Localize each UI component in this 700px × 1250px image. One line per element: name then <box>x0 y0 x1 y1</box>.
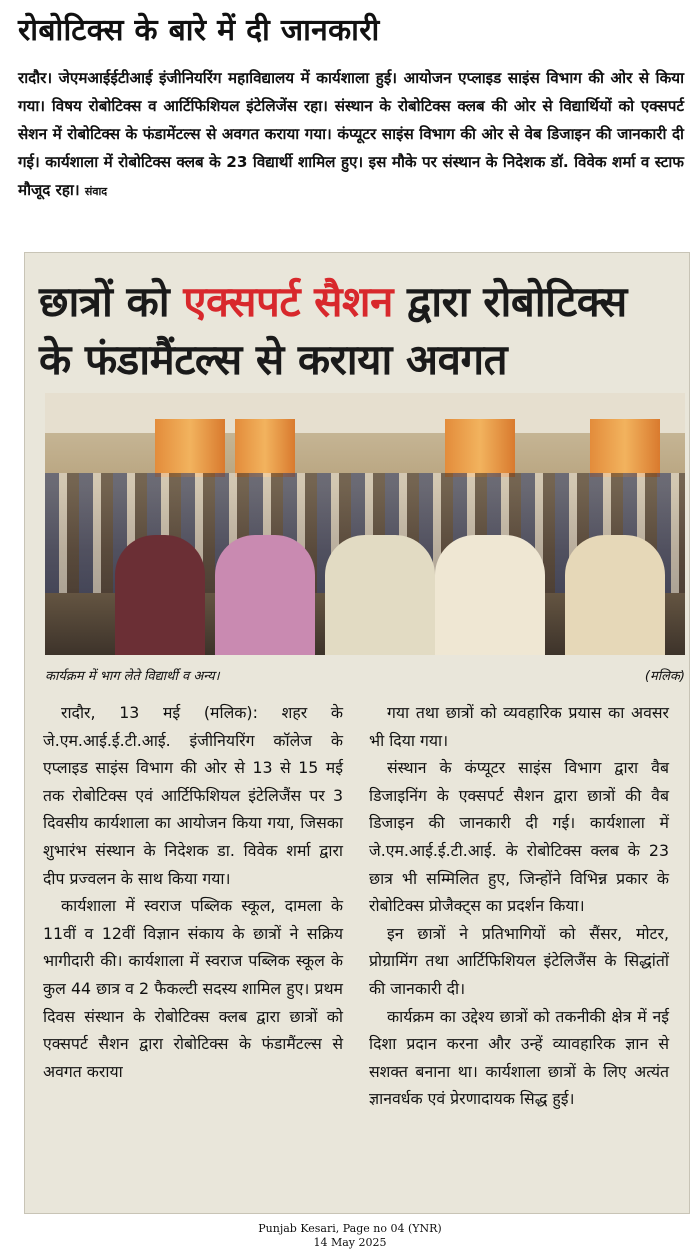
right-paragraph-1: गया तथा छात्रों को व्यवहारिक प्रयास का अवसर भी दिया गया। <box>369 703 669 750</box>
headline-line2: के फंडामैंटल्स से कराया अवगत <box>39 335 508 384</box>
photo-curtain-right-1 <box>445 419 515 477</box>
news-clipping-1 <box>0 0 700 245</box>
clipping-1-body <box>18 64 684 206</box>
headline-line1-post: द्वारा रोबोटिक्स <box>392 277 627 326</box>
caption-text: कार्यक्रम में भाग लेते विद्यार्थी व अन्य। <box>45 669 220 684</box>
photo-curtain-left <box>155 419 225 477</box>
headline-line1-pre: छात्रों को <box>39 277 184 326</box>
event-photo <box>45 393 685 655</box>
clipping-2-headline <box>39 273 675 389</box>
right-paragraph-2: संस्थान के कंप्यूटर साइंस विभाग द्वारा वैब डिजाइनिंग के एक्सपर्ट सैशन द्वारा छात्रों की वैब डिजाइन की जानकारी दी गई। कार्यशाला में जे.एम.आई.ई.टी.आई. के रोबोटिक्स क्लब के 23 छात्र भी सम्मिलित हुए, जिन्होंने विभिन्न प्रकार के रोबोटिक्स प्रोजैक्ट्स का प्रदर्शन किया। <box>369 758 669 916</box>
photo-curtain-right-2 <box>590 419 660 477</box>
source-line: Punjab Kesari, Page no 04 (YNR) <box>258 1222 442 1235</box>
photo-curtain-mid <box>235 419 295 477</box>
photo-person-5 <box>565 535 665 655</box>
clipping-1-text: रादौर। जेएमआईईटीआई इंजीनियरिंग महाविद्यालय में कार्यशाला हुई। आयोजन एप्लाइड साइंस विभाग की ओर से किया गया। विषय रोबोटिक्स व आर्टिफिशियल इंटेलिजेंस रहा। संस्थान के रोबोटिक्स क्लब की ओर से विद्यार्थियों को एक्सपर्ट सेशन में रोबोटिक्स के फंडामेंटल्स से अवगत कराया गया। कंप्यूटर साइंस विभाग की ओर से वेब डिजाइन की जानकारी दी गई। कार्यशाला में रोबोटिक्स क्लब के 23 विद्यार्थी शामिल हुए। इस मौके पर संस्थान के निदेशक डॉ. विवेक शर्मा व स्टाफ मौजूद रहा। <box>18 69 684 199</box>
news-clipping-2 <box>24 252 690 1214</box>
right-paragraph-4: कार्यक्रम का उद्देश्य छात्रों को तकनीकी क्षेत्र में नई दिशा प्रदान करना और उन्हें व्यावहारिक ज्ञान से सशक्त बनाना था। कार्यशाला छात्रों के लिए अत्यंत ज्ञानवर्धक एवं प्रेरणादायक सिद्ध हुई। <box>369 1006 669 1109</box>
left-paragraph-2: कार्यशाला में स्वराज पब्लिक स्कूल, दामला के 11वीं व 12वीं विज्ञान संकाय के छात्रों ने सक्रिय भागीदारी की। कार्यशाला में स्वराज पब्लिक स्कूल के कुल 44 छात्र व 2 फैकल्टी सदस्य शामिल हुए। प्रथम दिवस संस्थान के रोबोटिक्स क्लब द्वारा छात्रों को एक्सपर्ट सैशन द्वारा रोबोटिक्स के फंडामैंटल्स से अवगत कराया <box>43 896 343 1081</box>
headline-line1-highlight: एक्सपर्ट सैशन <box>183 277 393 326</box>
right-paragraph-3: इन छात्रों ने प्रतिभागियों को सैंसर, मोटर, प्रोग्रामिंग तथा आर्टिफिशियल इंटेलिजैंस के सिद्धांतों की जानकारी दी। <box>369 923 669 998</box>
photo-person-4 <box>435 535 545 655</box>
source-footer <box>0 1222 700 1250</box>
photo-person-1 <box>115 535 205 655</box>
clipping-1-headline: रोबोटिक्स के बारे में दी जानकारी <box>18 13 380 48</box>
clipping-1-credit: संवाद <box>84 185 108 198</box>
article-column-right <box>369 699 669 1113</box>
photo-ceiling <box>45 393 685 433</box>
photo-person-2 <box>215 535 315 655</box>
photo-caption <box>45 666 685 684</box>
photo-credit: (मलिक) <box>644 669 685 684</box>
photo-person-3 <box>325 535 435 655</box>
date-line: 14 May 2025 <box>313 1236 387 1249</box>
left-paragraph-1: रादौर, 13 मई (मलिक): शहर के जे.एम.आई.ई.टी.आई. इंजीनियरिंग कॉलेज के एप्लाइड साइंस विभाग की ओर से 13 से 15 मई तक रोबोटिक्स एवं आर्टिफिशियल इंटेलिजैंस पर 3 दिवसीय कार्यशाला का आयोजन किया गया, जिसका शुभारंभ संस्थान के निदेशक डा. विवेक शर्मा द्वारा दीप प्रज्वलन के साथ किया गया। <box>43 703 343 888</box>
article-column-left <box>43 699 343 1085</box>
